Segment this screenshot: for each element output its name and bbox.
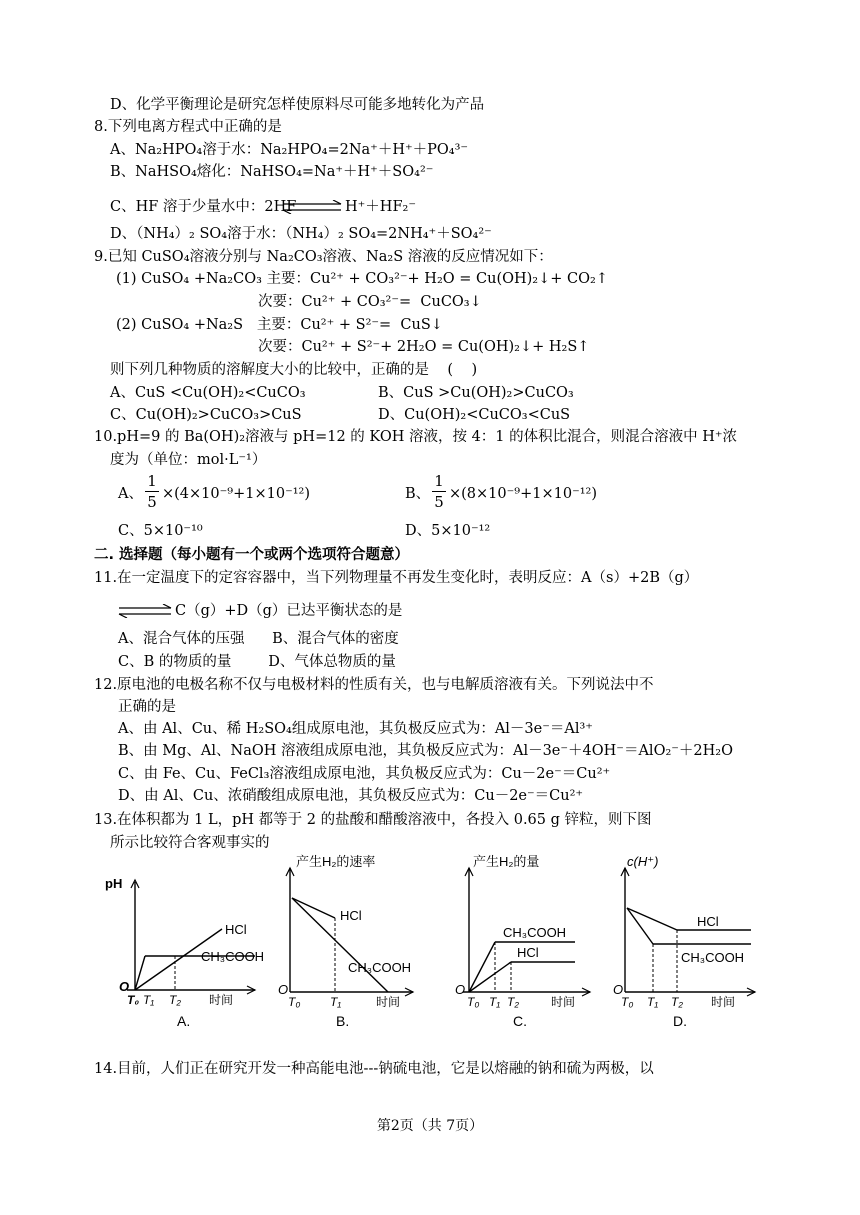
q10-option-a-expr: ×(4×10⁻⁹+1×10⁻¹²) [162, 486, 311, 502]
fig-c-ylabel: 产生H₂的量 [473, 854, 540, 869]
q9-ask: 则下列几种物质的溶解度大小的比较中，正确的是 ( ) [110, 362, 478, 378]
q9-reaction-2: (2) CuSO₄ +Na₂S 主要：Cu²⁺ + S²⁻= CuS↓ [116, 317, 443, 333]
fig-b-hcl: HCl [340, 908, 362, 923]
fig-a-t2: T₂ [169, 993, 181, 1007]
question-13-cont: 所示比较符合客观事实的 [110, 835, 270, 851]
q10-option-a-label: A、 [118, 486, 143, 502]
option-d-line: D、化学平衡理论是研究怎样使原料尽可能多地转化为产品 [110, 97, 485, 113]
question-11-cont: C（g）+D（g）已达平衡状态的是 [175, 603, 403, 619]
q8-option-a: A、Na₂HPO₄溶于水：Na₂HPO₄=2Na⁺＋H⁺＋PO₄³⁻ [110, 142, 469, 158]
fig-d-t0: T₀ [621, 995, 634, 1009]
q12-option-b: B、由 Mg、Al、NaOH 溶液组成原电池，其负极反应式为：Al－3e⁻＋4OH⁻＝AlO₂⁻＋2H₂O [118, 743, 733, 759]
fig-a-t0: T₀ [127, 993, 140, 1007]
frac-denominator: 5 [147, 493, 157, 511]
fig-d-xlabel: 时间 [711, 995, 736, 1009]
q12-option-c: C、由 Fe、Cu、FeCl₃溶液组成原电池，其负极反应式为：Cu－2e⁻＝Cu²⁺ [118, 766, 611, 782]
fig-b-t0: T₀ [288, 995, 301, 1009]
question-11: 11.在一定温度下的定容容器中，当下列物理量不再发生变化时，表明反应：A（s）+2B（g） [94, 570, 699, 586]
fig-b-origin: O [278, 982, 289, 997]
figure-c [455, 850, 605, 1032]
fig-a-ch3cooh: CH₃COOH [201, 949, 265, 964]
question-14: 14.目前，人们正在研究开发一种高能电池---钠硫电池，它是以熔融的钠和硫为两极，以 [94, 1061, 654, 1077]
question-12: 12.原电池的电极名称不仅与电极材料的性质有关，也与电解质溶液有关。下列说法中不 [94, 677, 654, 693]
fig-c-t2: T₂ [507, 995, 519, 1009]
fig-c-origin: O [455, 982, 466, 997]
frac-numerator-b: 1 [434, 472, 444, 490]
fig-b-ch3cooh: CH₃COOH [348, 960, 412, 975]
fig-d-ylabel: c(H⁺) [627, 854, 659, 869]
equilibrium-arrow-icon [117, 604, 173, 618]
question-9: 9.已知 CuSO₄溶液分别与 Na₂CO₃溶液、Na₂S 溶液的反应情况如下： [94, 249, 553, 265]
fig-a-xlabel: 时间 [209, 993, 234, 1007]
q9-option-a: A、CuS <Cu(OH)₂<CuCO₃ [110, 385, 306, 401]
question-10-unit: 度为（单位：mol·L⁻¹） [110, 452, 267, 468]
figure-a [105, 872, 280, 1032]
fig-a-origin: O [119, 979, 130, 994]
fig-b-caption: B. [336, 1013, 350, 1029]
fig-c-caption: C. [513, 1013, 527, 1029]
q8-option-c: C、HF 溶于少量水中：2HF [110, 199, 297, 215]
figure-d [605, 850, 775, 1032]
fig-a-hcl: HCl [225, 922, 247, 937]
fig-a-t1: T₁ [143, 993, 155, 1007]
fig-d-ch3cooh: CH₃COOH [681, 950, 745, 965]
fig-d-t1: T₁ [647, 995, 659, 1009]
q9-reaction-1: (1) CuSO₄ +Na₂CO₃ 主要：Cu²⁺ + CO₃²⁻+ H₂O = Cu(OH)₂↓+ CO₂↑ [116, 271, 608, 287]
fig-c-ch3cooh: CH₃COOH [503, 925, 567, 940]
q9-reaction-2-minor: 次要：Cu²⁺ + S²⁻+ 2H₂O = Cu(OH)₂↓+ H₂S↑ [258, 339, 590, 355]
fig-a-caption: A. [177, 1013, 191, 1029]
q9-option-b: B、CuS >Cu(OH)₂>CuCO₃ [378, 385, 574, 401]
fig-c-t0: T₀ [467, 995, 480, 1009]
frac-numerator: 1 [147, 472, 157, 490]
q10-option-b-label: B、 [405, 486, 431, 502]
fig-b-ylabel: 产生H₂的速率 [296, 854, 376, 869]
q10-option-c: C、5×10⁻¹⁰ [118, 523, 203, 539]
fraction-one-fifth [145, 472, 159, 511]
q9-option-d: D、Cu(OH)₂<CuCO₃<CuS [378, 407, 571, 423]
q9-option-c: C、Cu(OH)₂>CuCO₃>CuS [110, 407, 302, 423]
q11-options-cd: C、B 的物质的量 D、气体总物质的量 [118, 654, 396, 670]
page-footer: 第2页（共 7页） [376, 1118, 484, 1134]
figure-b [278, 850, 458, 1032]
question-10: 10.pH=9 的 Ba(OH)₂溶液与 pH=12 的 KOH 溶液，按 4：1 的体积比混合，则混合溶液中 H⁺浓 [94, 429, 738, 445]
fig-b-xlabel: 时间 [376, 995, 401, 1009]
equilibrium-arrow-icon [281, 200, 343, 214]
fraction-one-fifth-b [432, 472, 446, 511]
question-12-cont: 正确的是 [118, 699, 176, 715]
fig-c-hcl: HCl [517, 945, 539, 960]
fig-c-t1: T₁ [489, 995, 501, 1009]
q10-option-d: D、5×10⁻¹² [405, 523, 491, 539]
q9-reaction-1-minor: 次要：Cu²⁺ + CO₃²⁻= CuCO₃↓ [258, 294, 482, 310]
frac-denominator-b: 5 [434, 493, 444, 511]
q12-option-d: D、由 Al、Cu、浓硝酸组成原电池，其负极反应式为：Cu－2e⁻＝Cu²⁺ [118, 788, 584, 804]
question-13: 13.在体积都为 1 L，pH 都等于 2 的盐酸和醋酸溶液中，各投入 0.65 g 锌粒，则下图 [94, 812, 652, 828]
q12-option-a: A、由 Al、Cu、稀 H₂SO₄组成原电池，其负极反应式为：Al－3e⁻＝Al³⁺ [118, 721, 593, 737]
fig-d-origin: O [613, 982, 624, 997]
section-2-heading: 二. 选择题（每小题有一个或两个选项符合题意） [94, 547, 410, 563]
fig-d-hcl: HCl [697, 914, 719, 929]
fig-d-caption: D. [673, 1013, 687, 1029]
q8-option-d: D、（NH₄）₂ SO₄溶于水：（NH₄）₂ SO₄=2NH₄⁺＋SO₄²⁻ [110, 226, 492, 242]
fig-a-ylabel: pH [105, 876, 123, 891]
fig-b-t1: T₁ [330, 995, 342, 1009]
q8-option-b: B、NaHSO₄熔化：NaHSO₄=Na⁺＋H⁺＋SO₄²⁻ [110, 164, 434, 180]
q11-options-ab: A、混合气体的压强 B、混合气体的密度 [118, 631, 399, 647]
q8-option-c-right: H⁺＋HF₂⁻ [345, 199, 416, 215]
fig-d-t2: T₂ [671, 995, 683, 1009]
q10-option-b-expr: ×(8×10⁻⁹+1×10⁻¹²) [449, 486, 598, 502]
question-8: 8.下列电离方程式中正确的是 [94, 119, 282, 135]
fig-c-xlabel: 时间 [551, 995, 576, 1009]
